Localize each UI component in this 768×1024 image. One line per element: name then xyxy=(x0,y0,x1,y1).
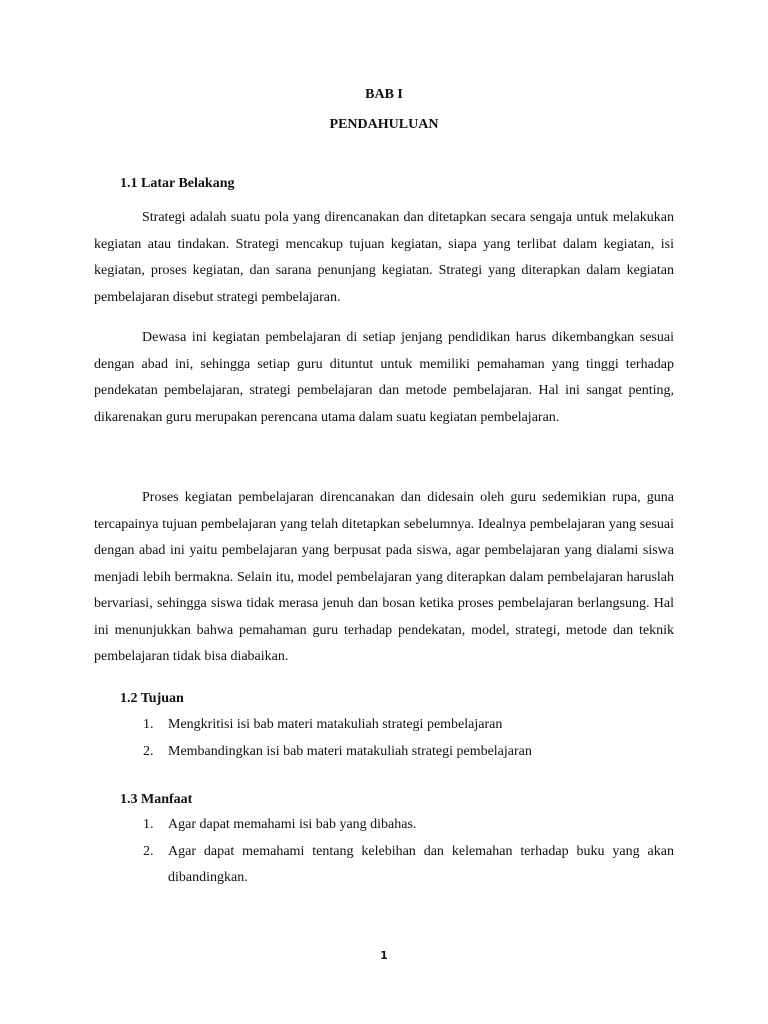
list-item xyxy=(143,712,674,739)
list-item-text: Mengkritisi isi bab materi matakuliah strategi pembelajaran xyxy=(168,717,503,732)
page-number: 1 xyxy=(380,949,388,962)
list-item-number: 1. xyxy=(143,717,154,732)
list-item-number: 1. xyxy=(143,817,154,832)
section-heading-tujuan: 1.2 Tujuan xyxy=(120,691,184,706)
list-item-text: Agar dapat memahami isi bab yang dibahas. xyxy=(168,817,417,832)
paragraph-1: Strategi adalah suatu pola yang direncanakan dan ditetapkan secara sengaja untuk melakukan kegiatan atau tindakan. Strategi mencakup tujuan kegiatan, siapa yang terlibat dalam kegiatan, isi kegiatan, proses kegiatan, dan sarana penunjang kegiatan. Strategi yang diterapkan dalam kegiatan pembelajaran disebut strategi pembelajaran. xyxy=(94,210,674,305)
list-item xyxy=(143,812,674,839)
section-heading-latar-belakang: 1.1 Latar Belakang xyxy=(120,176,235,191)
list-item-number: 2. xyxy=(143,743,154,759)
list-item-text: Agar dapat memahami tentang kelebihan dan kelemahan terhadap buku yang akan dibandingkan. xyxy=(168,843,674,885)
list-item-number: 2. xyxy=(143,843,154,859)
list-item-text: Membandingkan isi bab materi matakuliah strategi pembelajaran xyxy=(168,743,532,759)
manfaat-list xyxy=(143,812,674,892)
chapter-title: PENDAHULUAN xyxy=(329,117,439,132)
paragraph-3: Proses kegiatan pembelajaran direncanakan dan didesain oleh guru sedemikian rupa, guna tercapainya tujuan pembelajaran yang telah ditetapkan sebelumnya. Idealnya pembelajaran yang sesuai dengan abad ini yaitu pembelajaran yang berpusat pada siswa, agar pembelajaran yang dialami siswa menjadi lebih bermakna. Selain itu, model pembelajaran yang diterapkan dalam pembelajaran haruslah bervariasi, sehingga siswa tidak merasa jenuh dan bosan ketika proses pembelajaran berlangsung. Hal ini menunjukkan bahwa pemahaman guru terhadap pendekatan, model, strategi, metode dan teknik pembelajaran tidak bisa diabaikan. xyxy=(94,490,674,664)
tujuan-list xyxy=(143,712,674,765)
list-item xyxy=(143,839,674,892)
paragraph-2: Dewasa ini kegiatan pembelajaran di setiap jenjang pendidikan harus dikembangkan sesuai dengan abad ini, sehingga setiap guru dituntut untuk memiliki pemahaman yang tinggi terhadap pendekatan pembelajaran, strategi pembelajaran dan metode pembelajaran. Hal ini sangat penting, dikarenakan guru merupakan perencana utama dalam suatu kegiatan pembelajaran. xyxy=(94,330,674,425)
chapter-number: BAB I xyxy=(365,87,403,102)
section-heading-manfaat: 1.3 Manfaat xyxy=(120,792,193,807)
list-item xyxy=(143,739,674,766)
